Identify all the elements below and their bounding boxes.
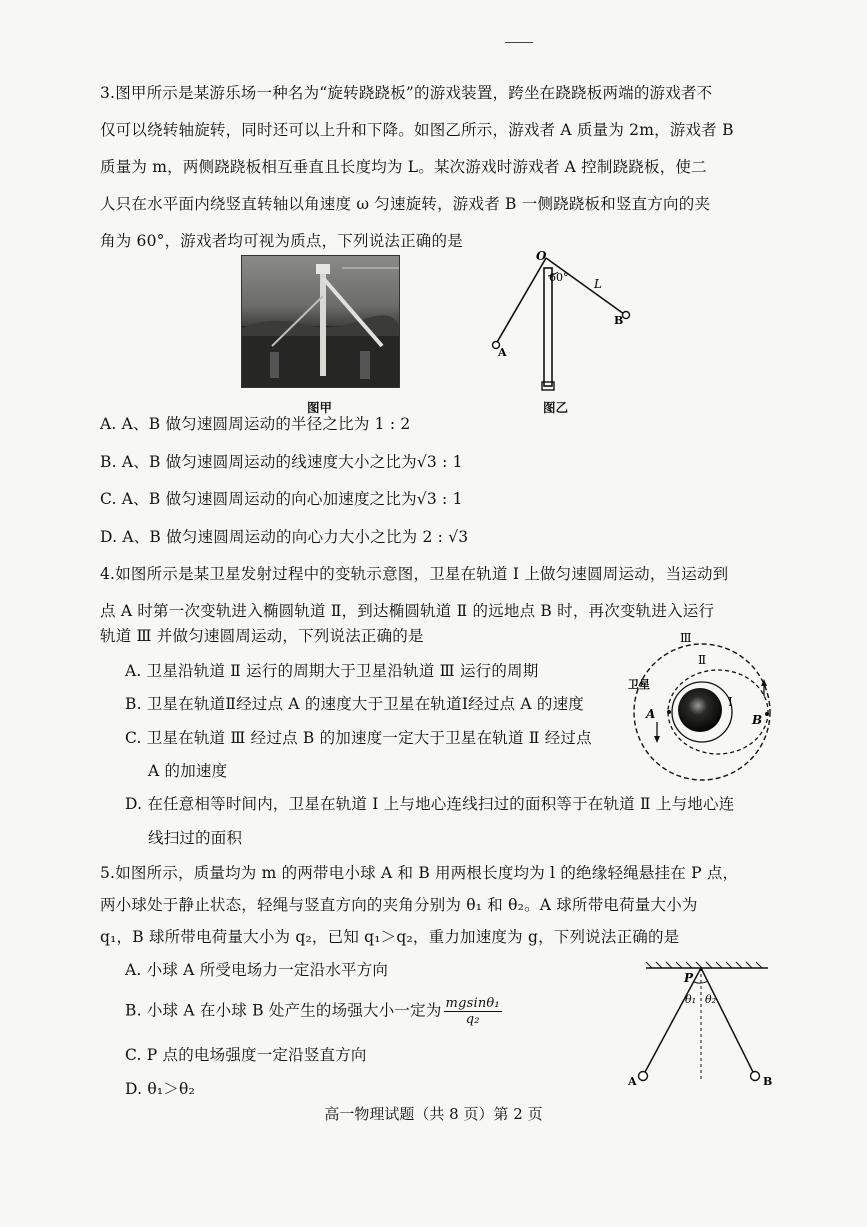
top-mark	[505, 42, 533, 43]
fraction-denominator: q₂	[465, 1012, 480, 1027]
q3-stem-line: 质量为 m，两侧跷跷板相互垂直且长度均为 L。某次游戏时游戏者 A 控制跷跷板，使二	[100, 158, 707, 176]
label-o: O	[536, 249, 547, 263]
q5-option-b-fraction	[444, 996, 502, 1027]
q5-stem-line: 两小球处于静止状态，轻绳与竖直方向的夹角分别为 θ₁ 和 θ₂。A 球所带电荷量大小为	[100, 896, 698, 914]
figure-jia-photo	[241, 255, 400, 388]
q3-option-c: C. A、B 做匀速圆周运动的向心加速度之比为√3 : 1	[100, 490, 463, 508]
q4-option-d: D. 在任意相等时间内，卫星在轨道 Ⅰ 上与地心连线扫过的面积等于在轨道 Ⅱ 上与地心连	[125, 795, 735, 813]
q3-stem-line: 角为 60°，游戏者均可视为质点，下列说法正确的是	[100, 232, 463, 250]
label-satellite: 卫星	[628, 678, 650, 691]
label-ball-a: A	[628, 1075, 637, 1088]
q5-option-b	[125, 996, 502, 1027]
q5-option-c: C. P 点的电场强度一定沿竖直方向	[125, 1046, 367, 1064]
fraction-numerator: mgsinθ₁	[445, 996, 500, 1011]
label-theta1: θ₁	[685, 993, 697, 1006]
q4-option-c: C. 卫星在轨道 Ⅲ 经过点 B 的加速度一定大于卫星在轨道 Ⅱ 经过点	[125, 729, 592, 747]
q5-option-a: A. 小球 A 所受电场力一定沿水平方向	[125, 961, 389, 979]
hanging-balls-diagram	[628, 958, 788, 1090]
q5-stem-line: 5.如图所示，质量均为 m 的两带电小球 A 和 B 用两根长度均为 l 的绝缘轻绳悬挂在 P 点，	[100, 864, 739, 882]
earth-icon	[678, 688, 722, 732]
q3-option-a: A. A、B 做匀速圆周运动的半径之比为 1 : 2	[100, 415, 411, 433]
q3-stem-line: 3.图甲所示是某游乐场一种名为“旋转跷跷板”的游戏装置，跨坐在跷跷板两端的游戏者不	[100, 84, 713, 102]
label-orbit-iii: Ⅲ	[680, 631, 692, 645]
label-ball-b: B	[763, 1075, 773, 1088]
q5-option-d: D. θ₁＞θ₂	[125, 1080, 195, 1098]
figure-yi-diagram	[480, 248, 640, 398]
q5-stem-line: q₁，B 球所带电荷量大小为 q₂，已知 q₁＞q₂，重力加速度为 g，下列说法正确的是	[100, 928, 680, 946]
figure-jia-drawing	[242, 256, 399, 387]
q3-option-d: D. A、B 做匀速圆周运动的向心力大小之比为 2 : √3	[100, 528, 469, 546]
orbit-diagram	[624, 626, 784, 786]
label-p: P	[684, 971, 694, 985]
label-point-a: A	[646, 707, 656, 721]
page-footer: 高一物理试题（共 8 页）第 2 页	[324, 1105, 543, 1123]
label-l: L	[594, 277, 602, 291]
q3-stem-line: 仅可以绕转轴旋转，同时还可以上升和下降。如图乙所示，游戏者 A 质量为 2m，游戏者 B	[100, 121, 734, 139]
label-orbit-ii: Ⅱ	[698, 653, 707, 667]
q4-option-d-cont: 线扫过的面积	[148, 829, 243, 847]
label-point-b: B	[752, 713, 763, 727]
label-orbit-i: Ⅰ	[728, 695, 733, 709]
q4-stem-line: 轨道 Ⅲ 并做匀速圆周运动，下列说法正确的是	[100, 627, 424, 645]
q4-stem-line: 4.如图所示是某卫星发射过程中的变轨示意图，卫星在轨道 Ⅰ 上做匀速圆周运动，当运动到	[100, 565, 729, 583]
q4-stem-line: 点 A 时第一次变轨进入椭圆轨道 Ⅱ，到达椭圆轨道 Ⅱ 的远地点 B 时，再次变轨进入运行	[100, 602, 715, 620]
figure-yi-caption: 图乙	[543, 400, 569, 415]
q5-option-b-text: B. 小球 A 在小球 B 处产生的场强大小一定为	[125, 1001, 442, 1020]
q3-option-b: B. A、B 做匀速圆周运动的线速度大小之比为√3 : 1	[100, 453, 463, 471]
label-theta2: θ₂	[705, 993, 717, 1006]
label-angle-60: 60°	[549, 271, 569, 284]
q4-option-c-cont: A 的加速度	[148, 762, 228, 780]
figure-jia-caption: 图甲	[307, 400, 333, 415]
label-b: B	[614, 314, 624, 327]
label-a: A	[498, 346, 507, 359]
q4-option-a: A. 卫星沿轨道 Ⅱ 运行的周期大于卫星沿轨道 Ⅲ 运行的周期	[125, 662, 539, 680]
q4-option-b: B. 卫星在轨道Ⅱ经过点 A 的速度大于卫星在轨道Ⅰ经过点 A 的速度	[125, 695, 584, 713]
q3-stem-line: 人只在水平面内绕竖直转轴以角速度 ω 匀速旋转，游戏者 B 一侧跷跷板和竖直方向的夹	[100, 195, 711, 213]
